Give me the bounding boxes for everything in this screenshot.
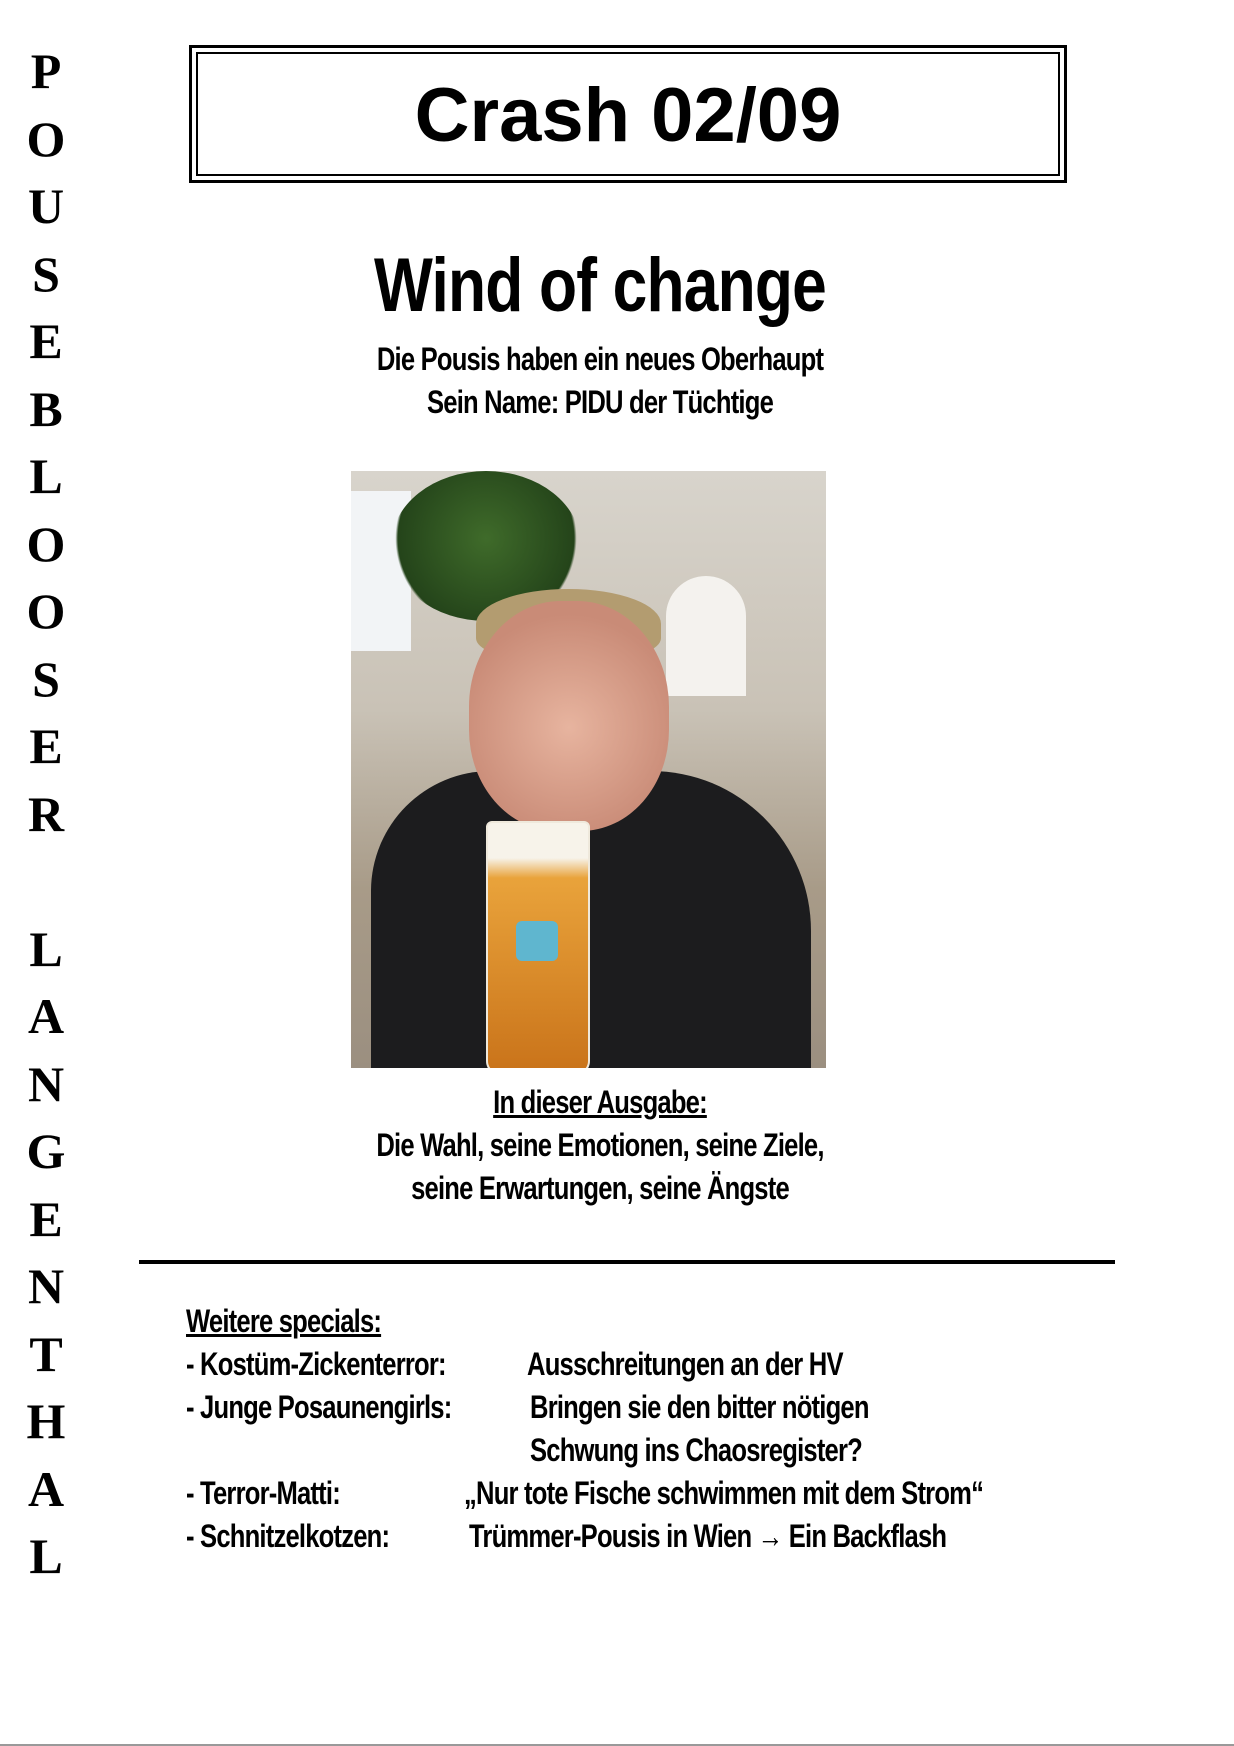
side-letter: E bbox=[29, 718, 63, 774]
side-letter: P bbox=[30, 43, 62, 99]
side-letter: H bbox=[26, 1393, 66, 1449]
specials-item-key: - Kostüm-Zickenterror: bbox=[186, 1346, 446, 1382]
issue-line-1: Die Wahl, seine Emotionen, seine Ziele, bbox=[376, 1127, 824, 1163]
side-letter: G bbox=[26, 1123, 66, 1179]
subheadline-2: Sein Name: PIDU der Tüchtige bbox=[426, 384, 774, 420]
specials-item-value: Bringen sie den bitter nötigen bbox=[530, 1389, 869, 1425]
side-letter: O bbox=[26, 515, 66, 572]
specials-item-key: - Schnitzelkotzen: bbox=[186, 1518, 390, 1554]
specials-item-value: Ausschreitungen an der HV bbox=[527, 1346, 843, 1382]
specials-item bbox=[186, 1472, 1146, 1515]
issue-heading: In dieser Ausgabe: bbox=[493, 1084, 707, 1120]
side-letter: O bbox=[26, 583, 66, 639]
side-letter-gap bbox=[16, 848, 76, 916]
side-letter: E bbox=[29, 313, 63, 369]
side-letter: S bbox=[32, 245, 60, 302]
specials-item-value: „Nur tote Fische schwimmen mit dem Strom“ bbox=[464, 1475, 984, 1511]
page-title: Crash 02/09 bbox=[414, 73, 842, 158]
side-letter: E bbox=[29, 1190, 63, 1247]
headline: Wind of change bbox=[374, 243, 826, 328]
title-frame bbox=[189, 45, 1067, 183]
issue-line-2: seine Erwartungen, seine Ängste bbox=[411, 1170, 789, 1206]
side-title-vertical bbox=[16, 38, 76, 1591]
side-letter: A bbox=[27, 1460, 65, 1517]
specials-item bbox=[186, 1386, 1146, 1429]
divider bbox=[139, 1260, 1115, 1264]
specials-item bbox=[186, 1343, 1146, 1386]
cover-photo bbox=[351, 471, 826, 1068]
specials-item-key: - Terror-Matti: bbox=[186, 1475, 340, 1511]
side-letter: L bbox=[29, 1528, 63, 1584]
specials-item-value: Schwung ins Chaosregister? bbox=[530, 1432, 862, 1468]
side-letter: O bbox=[26, 110, 66, 167]
subheadline-1: Die Pousis haben ein neues Oberhaupt bbox=[376, 341, 824, 377]
specials-heading: Weitere specials: bbox=[186, 1303, 382, 1339]
side-letter: N bbox=[27, 1055, 65, 1112]
side-letter: N bbox=[27, 1258, 65, 1314]
specials-item bbox=[186, 1515, 1146, 1558]
side-letter: U bbox=[27, 178, 65, 234]
side-letter: R bbox=[27, 785, 65, 842]
specials-section bbox=[186, 1300, 1146, 1558]
side-letter: A bbox=[27, 988, 65, 1044]
specials-item-value: Trümmer-Pousis in Wien → Ein Backflash bbox=[469, 1518, 947, 1554]
specials-item bbox=[186, 1429, 1146, 1472]
side-letter: L bbox=[29, 448, 63, 504]
specials-item-key: - Junge Posaunengirls: bbox=[186, 1389, 452, 1425]
side-letter: L bbox=[29, 920, 63, 977]
side-letter: T bbox=[29, 1325, 63, 1382]
side-letter: B bbox=[29, 380, 63, 437]
side-letter: S bbox=[32, 650, 60, 707]
